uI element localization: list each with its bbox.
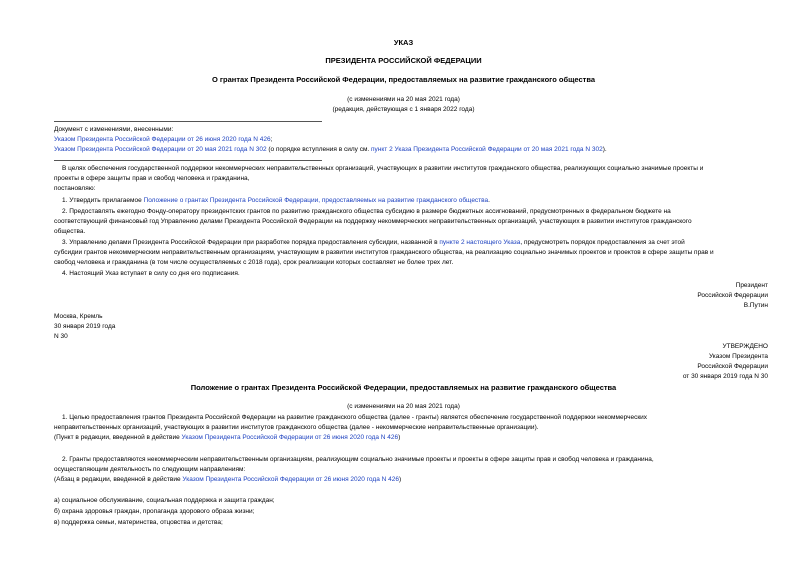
point-2-link[interactable]: пункте 2 настоящего Указа [439,239,521,246]
decree-point-2-line-1: 2. Предоставлять ежегодно Фонду-оператору президентских грантов по развитию гражданского общества субсидию в размере бюджетных ассигнований, предусмотренных в федеральном бюджете на [62,208,671,215]
decree-point-1: 1. Утвердить прилагаемое Положение о грантах Президента Российской Федерации, предоставляемых на развитие гражданского общества. [62,197,490,204]
regulation-point-2-line-1: 2. Гранты предоставляются некоммерческим неправительственным организациям, реализующим социально значимые проекты и проекты в сфере защиты прав и свобод человека и гражданина, [62,456,654,463]
list-item: б) охрана здоровья граждан, пропаганда здорового образа жизни; [54,508,255,515]
regulation-point-1-note: (Пункт в редакции, введенной в действие Указом Президента Российской Федерации от 26 июня 2020 года N 426) [54,434,401,441]
decree-point-4: 4. Настоящий Указ вступает в силу со дня его подписания. [62,270,240,277]
decree-point-3-line-1: 3. Управлению делами Президента Российской Федерации при разработке порядка предоставления субсидии, названной в пункте 2 настоящего Указа, предусмотреть порядок предоставления за счет этой [62,239,685,246]
decree-issuer: ПРЕЗИДЕНТА РОССИЙСКОЙ ФЕДЕРАЦИИ [325,56,482,65]
decree-title: УКАЗ [393,38,414,47]
approved-by: Указом Президента [708,353,768,360]
regulation-point-2-note: (Абзац в редакции, введенной в действие Указом Президента Российской Федерации от 26 июня 2020 года N 426) [54,476,402,483]
signature-name: В.Путин [743,302,768,309]
regulation-point-2-line-2: осуществляющим деятельность по следующим направлениям: [54,466,246,473]
list-item: в) поддержка семьи, материнства, отцовства и детства; [54,519,223,526]
note-link-426-a[interactable]: Указом Президента Российской Федерации от 26 июня 2020 года N 426 [181,434,399,441]
changes-line-1: Указом Президента Российской Федерации от 26 июня 2020 года N 426; [54,136,273,143]
decree-point-2-line-2: соответствующий финансовый год Управлению делами Президента Российской Федерации на поддержку некоммерческих неправительственных организаций, участвующих в развитии институтов гражданского [54,218,692,225]
preamble-line-2: проекты в сфере защиты прав и свобод человека и гражданина, [54,175,250,182]
regulation-title: Положение о грантах Президента Российской Федерации, предоставляемых на развитие гражданского общества [190,383,617,392]
decree-point-3-line-3: свобод человека и гражданина (в том числе осуществляемых с 2018 года), срок реализации которых составляет не более трех лет. [54,259,454,266]
amendment-link-302[interactable]: Указом Президента Российской Федерации от 20 мая 2021 года N 302 [54,146,267,153]
place-city: Москва, Кремль [54,313,103,320]
edition-note: (редакция, действующая с 1 января 2022 года) [332,106,475,113]
decree-point-2-line-3: общества. [54,228,86,235]
signature-role-1: Президент [735,282,768,289]
regulation-point-1-line-2: неправительственных организаций, участвующих в развитии институтов гражданского общества (далее - некоммерческие неправительственные организации). [54,424,539,431]
list-item: а) социальное обслуживание, социальная поддержка и защита граждан; [54,497,275,504]
regulation-point-1-line-1: 1. Целью предоставления грантов Президента Российской Федерации на развитие гражданского общества (далее - гранты) является обеспечение государственной поддержки некоммерческих [62,414,648,421]
amendment-link-426[interactable]: Указом Президента Российской Федерации от 26 июня 2020 года N 426 [54,136,271,143]
divider-top [54,121,322,122]
divider-bottom [54,160,322,161]
place-date: 30 января 2019 года [54,323,116,330]
preamble-line-1: В целях обеспечения государственной поддержки некоммерческих неправительственных организаций, участвующих в развитии институтов гражданского общества, реализующих социально значимые проекты и [62,165,704,172]
changes-line-2: Указом Президента Российской Федерации от 20 мая 2021 года N 302 (о порядке вступления в силу см. пункт 2 Указа Президента Российской Федерации от 20 мая 2021 года N 302). [54,146,607,153]
approved-date: от 30 января 2019 года N 30 [682,373,768,380]
regulation-changes-note: (с изменениями на 20 мая 2021 года) [347,403,460,410]
decree-point-3-line-2: субсидии грантов некоммерческим неправительственным организациям, участвующим в развитии институтов гражданского общества, на реализацию социально значимых проектов и проектов в сфере защиты прав и [54,249,714,256]
regulation-link[interactable]: Положение о грантах Президента Российской Федерации, предоставляемых на развитие гражданского общества [143,197,489,204]
changes-note: (с изменениями на 20 мая 2021 года) [347,96,460,103]
amendment-link-302-p2[interactable]: пункт 2 Указа Президента Российской Федерации от 20 мая 2021 года N 302 [371,146,603,153]
place-number: N 30 [54,333,68,340]
approved-by-2: Российской Федерации [697,363,768,370]
approved-label: УТВЕРЖДЕНО [722,343,768,350]
note-link-426-b[interactable]: Указом Президента Российской Федерации от 26 июня 2020 года N 426 [182,476,399,483]
changes-intro: Документ с изменениями, внесенными: [54,126,174,133]
preamble-line-3: постановляю: [54,185,96,192]
signature-role-2: Российской Федерации [697,292,768,299]
decree-subtitle: О грантах Президента Российской Федерации, предоставляемых на развитие гражданского общества [212,75,595,84]
